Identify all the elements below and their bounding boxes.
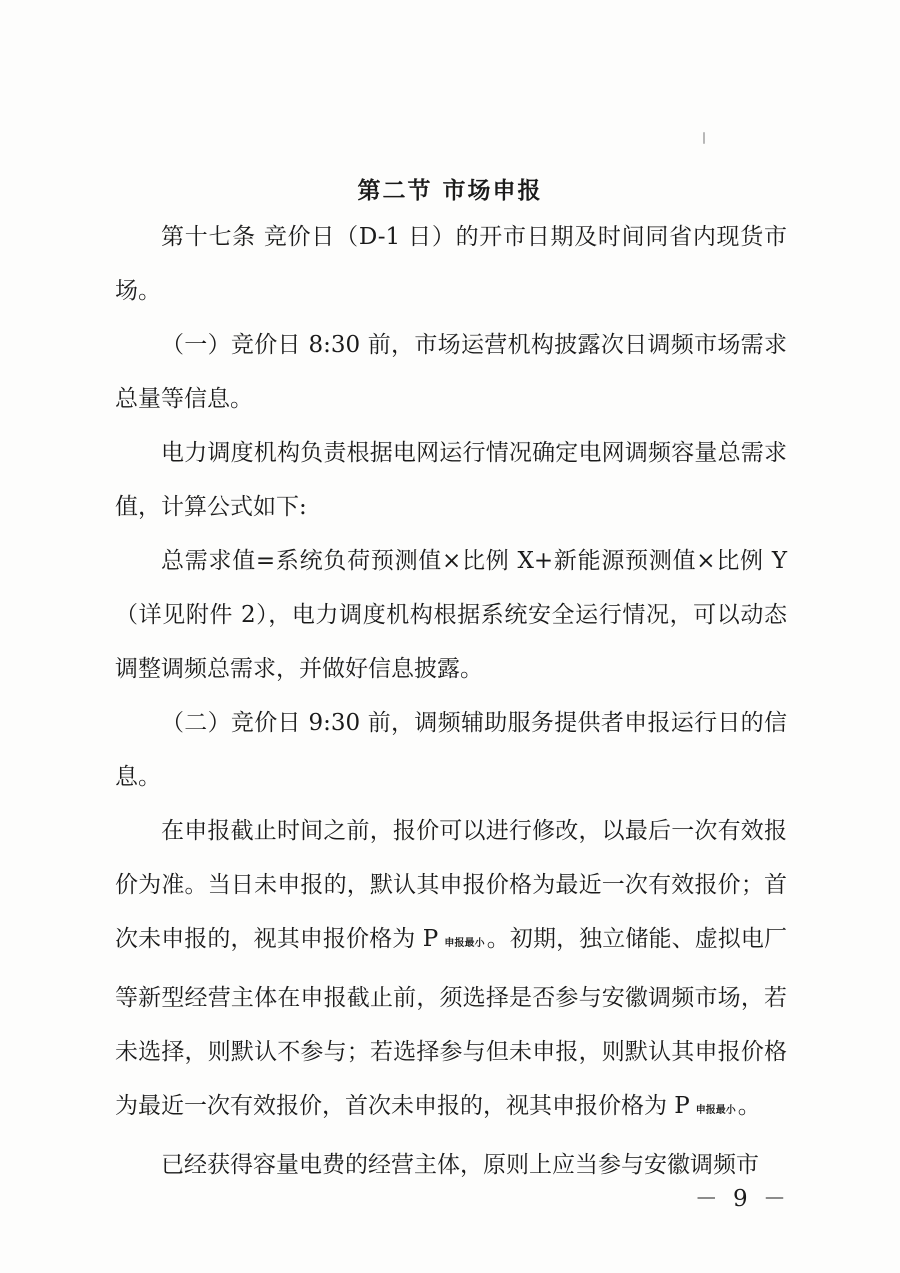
paragraph-formula: 总需求值=系统负荷预测值×比例 X+新能源预测值×比例 Y（详见附件 2），电力调度机构根据系统安全运行情况，可以动态调整调频总需求，并做好信息披露。 [115, 548, 787, 682]
subscript-min-declared: 申报最小 [695, 1105, 736, 1116]
paragraph-capacity-fee: 已经获得容量电费的经营主体，原则上应当参与安徽调频市 [161, 1152, 759, 1178]
paragraph-article-17: 第十七条 竞价日（D-1 日）的开市日期及时间同省内现货市场。 [115, 224, 787, 304]
body-text [115, 210, 787, 1192]
quote-text-3: 。 [737, 1093, 761, 1119]
scan-mark [703, 132, 705, 144]
paragraph-demand-calculation: 电力调度机构负责根据电网运行情况确定电网调频容量总需求值，计算公式如下: [115, 440, 787, 520]
section-title: 第二节 市场申报 [357, 178, 543, 204]
subscript-min-declared: 申报最小 [444, 938, 485, 949]
quote-text-2: 。初期，独立储能、虚拟电厂等新型经营主体在申报截止前，须选择是否参与安徽调频市场，若未选择，则默认不参与；若选择参与但未申报，则默认其申报价格为最近一次有效报价，首次未申报的，视其申报价格为 P [115, 926, 788, 1119]
paragraph-item-2: （二）竞价日 9:30 前，调频辅助服务提供者申报运行日的信息。 [115, 710, 787, 790]
paragraph-quote-revision [115, 804, 787, 1138]
quote-text-1: 在申报截止时间之前，报价可以进行修改，以最后一次有效报价为准。当日未申报的，默认其申报价格为最近一次有效报价；首次未申报的，视其申报价格为 P [115, 818, 787, 952]
paragraph-item-1: （一）竞价日 8:30 前，市场运营机构披露次日调频市场需求总量等信息。 [115, 332, 787, 412]
page-number: － 9 － [694, 1186, 790, 1212]
